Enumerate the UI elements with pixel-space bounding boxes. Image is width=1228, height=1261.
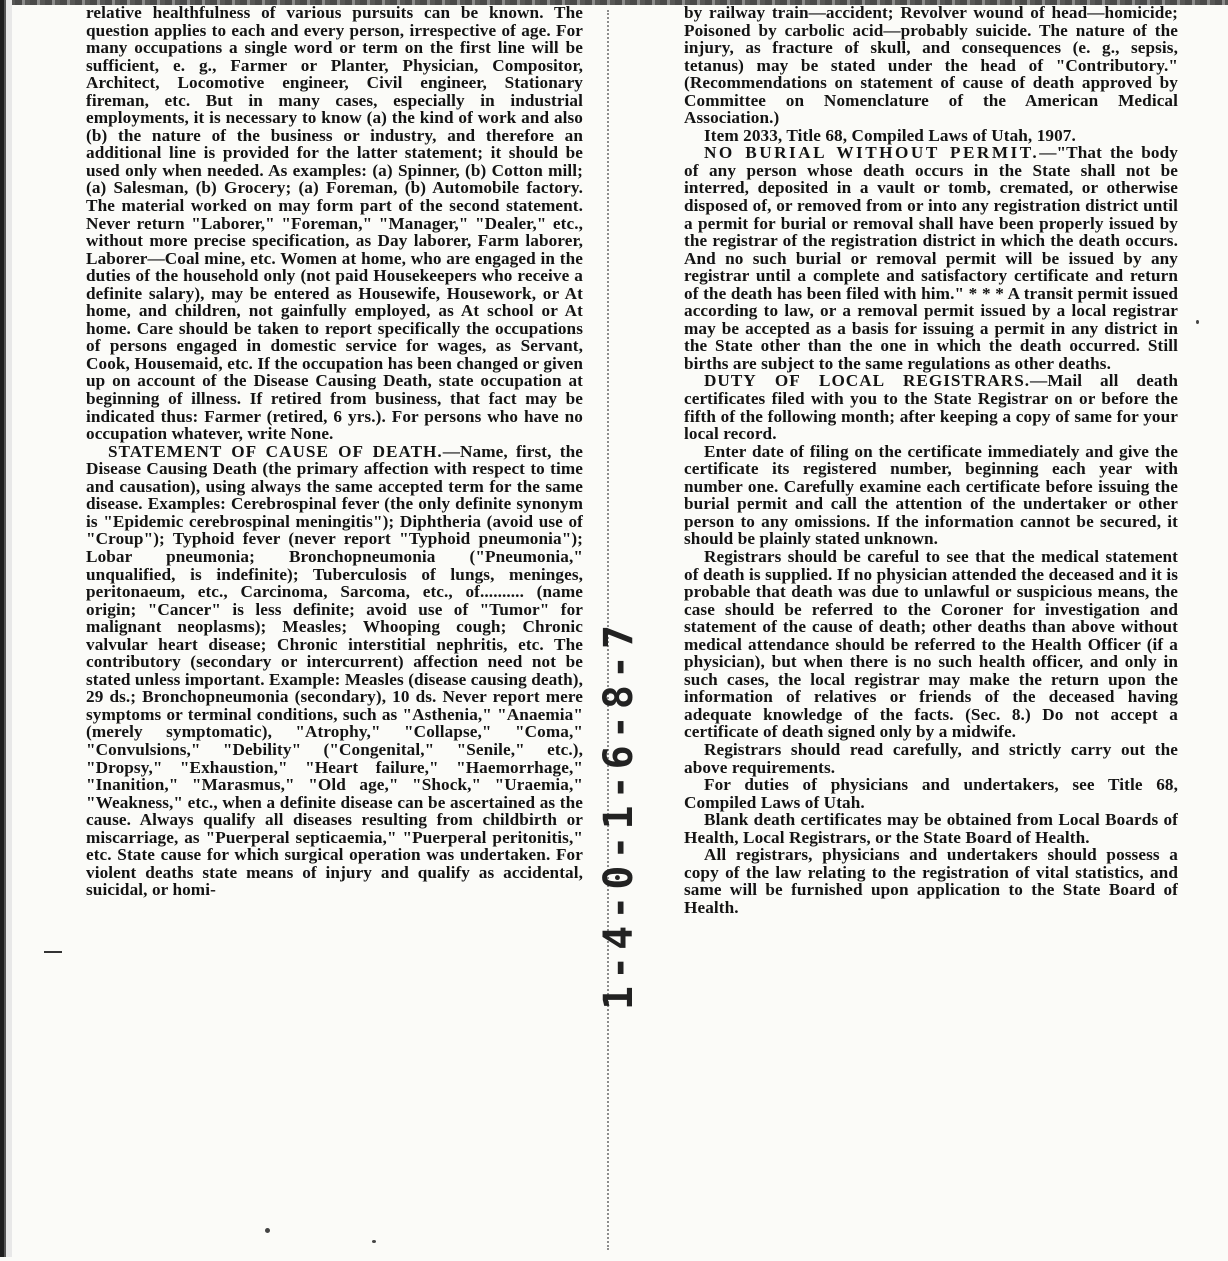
left-column [86, 4, 583, 1261]
medical-statement-paragraph: Registrars should be careful to see that the medical statement of death is supplied. If no physician attended the deceased and it is probable that death was due to unlawful or suspicious means, the case should be referred to the Coroner for investigation and statement of the cause of death; other deaths than above without medical attendance should be referred to the Health Officer (if a physician), but when there is no such health officer, and only in such cases, the local registrar may make the return upon the information of relatives or friends of the deceased having adequate knowledge of the facts. (Sec. 8.) Do not accept a certificate of death signed only by a midwife. [684, 546, 1178, 742]
margin-dash-mark [44, 951, 62, 953]
occupation-paragraph: relative healthfulness of various pursuits can be known. The question applies to each and every person, irrespective of age. For many occupations a single word or term on the first line will be sufficient, e. g., Farmer or Planter, Physician, Compositor, Architect, Locomotive engineer, Civil engineer, Stationary fireman, etc. But in many cases, especially in industrial employments, it is necessary to know (a) the kind of work and also (b) the nature of the business or industry, and therefore an additional line is provided for the latter statement; it should be used only when needed. As examples: (a) Spinner, (b) Cotton mill; (a) Salesman, (b) Grocery; (a) Foreman, (b) Automobile factory. The material worked on may form part of the second statement. Never return "Laborer," "Foreman," "Manager," "Dealer," etc., without more precise specification, as Day laborer, Farm laborer, Laborer—Coal mine, etc. Women at home, who are engaged in the duties of the household only (not paid Housekeepers who receive a definite salary), may be entered as Housewife, Housework, or At home, and children, not gainfully employed, as At school or At home. Care should be taken to report specifically the occupations of persons engaged in domestic service for wages, as Servant, Cook, Housemaid, etc. If the occupation has been changed or given up on account of the Disease Causing Death, state occupation at beginning of illness. If retired from business, that fact may be indicated thus: Farmer (retired, 6 yrs.). For persons who have no occupation whatever, write None. [86, 3, 583, 444]
filing-paragraph: Enter date of filing on the certificate immediately and give the certificate its registered number, beginning each year with number one. Carefully examine each certificate before issuing the burial permit and call the attention of the undertaker or other person to any omissions. If the information cannot be secured, it should be plainly stated unknown. [684, 441, 1178, 549]
cause-of-death-heading: STATEMENT OF CAUSE OF DEATH. [108, 441, 443, 461]
possess-copy-paragraph: All registrars, physicians and undertakers should possess a copy of the law relating to the registration of vital statistics, and same will be furnished upon application to the State Board of Health. [684, 845, 1178, 917]
local-registrars-body: —Mail all death certificates filed with you to the State Registrar on or before the fifth of the following month; after keeping a copy of same for your local record. [684, 371, 1178, 444]
right-column [684, 4, 1178, 1261]
burial-permit-heading: NO BURIAL WITHOUT PERMIT. [704, 143, 1040, 163]
scan-speck [265, 1228, 270, 1233]
scan-left-edge [0, 0, 12, 1257]
burial-permit-body: —"That the body of any person whose death occurs in the State shall not be interred, deposited in a vault or tomb, cremated, or otherwise disposed of, or removed from or into any registration district until a permit for burial or removal shall have been properly issued by the registrar of the registration district in which the death occurs. And no such burial or removal permit will be issued by any registrar until a complete and satisfactory certificate and return of the death has been filed with him." * * * A transit permit issued according to law, or a removal permit issued by a local registrar may be accepted as a basis for issuing a permit in any district in the State other than the one in which the death occurred. Still births are subject to the same regulations as other deaths. [684, 143, 1178, 373]
local-registrars-heading: DUTY OF LOCAL REGISTRARS. [704, 371, 1031, 391]
law-citation: Item 2033, Title 68, Compiled Laws of Utah, 1907. [704, 125, 1076, 145]
duties-paragraph: For duties of physicians and undertakers, see Title 68, Compiled Laws of Utah. [684, 775, 1178, 812]
scan-speck [372, 1240, 376, 1243]
local-registrars-paragraph [684, 372, 1178, 442]
cause-of-death-paragraph [86, 443, 583, 899]
burial-permit-paragraph [684, 144, 1178, 372]
certificate-number-stamp: 1-4-0-1-6-8-7 [596, 618, 642, 1010]
continued-paragraph: by railway train—accident; Revolver wound of head—homicide; Poisoned by carbolic acid—probably suicide. The nature of the injury, as fracture of skull, and consequences (e. g., sepsis, tetanus) may be stated under the head of "Contributory." (Recommendations on statement of cause of death approved by Committee on Nomenclature of the American Medical Association.) [684, 3, 1178, 128]
read-carefully-paragraph: Registrars should read carefully, and strictly carry out the above requirements. [684, 739, 1178, 777]
scan-speck [1196, 320, 1199, 324]
blank-certificates-paragraph: Blank death certificates may be obtained from Local Boards of Health, Local Registrars, or the State Board of Health. [684, 810, 1178, 847]
cause-of-death-body: —Name, first, the Disease Causing Death (the primary affection with respect to time and causation), using always the same accepted term for the same disease. Examples: Cerebrospinal fever (the only definite synonym is "Epidemic cerebrospinal meningitis"); Diphtheria (avoid use of "Croup"); Typhoid fever (never report "Typhoid pneumonia"); Lobar pneumonia; Bronchopneumonia ("Pneumonia," unqualified, is indefinite); Tuberculosis of lungs, meninges, peritonaeum, etc., Carcinoma, Sarcoma, etc., of.......... (name origin; "Cancer" is less definite; avoid use of "Tumor" for malignant neoplasms); Measles; Whooping cough; Chronic valvular heart disease; Chronic interstitial nephritis, etc. The contributory (secondary or intercurrent) affection need not be stated unless important. Example: Measles (disease causing death), 29 ds.; Bronchopneumonia (secondary), 10 ds. Never report mere symptoms or terminal conditions, such as "Asthenia," "Anaemia" (merely symptomatic), "Atrophy," "Collapse," "Coma," "Convulsions," "Debility" ("Congenital," "Senile," etc.), "Dropsy," "Exhaustion," "Heart failure," "Haemorrhage," "Inanition," "Marasmus," "Old age," "Shock," "Uraemia," "Weakness," etc., when a definite disease can be ascertained as the cause. Always qualify all diseases resulting from childbirth or miscarriage, as "Puerperal septicaemia," "Puerperal peritonitis," etc. State cause for which surgical operation was undertaken. For violent deaths state means of injury and qualify as accidental, suicidal, or homi- [86, 441, 583, 900]
